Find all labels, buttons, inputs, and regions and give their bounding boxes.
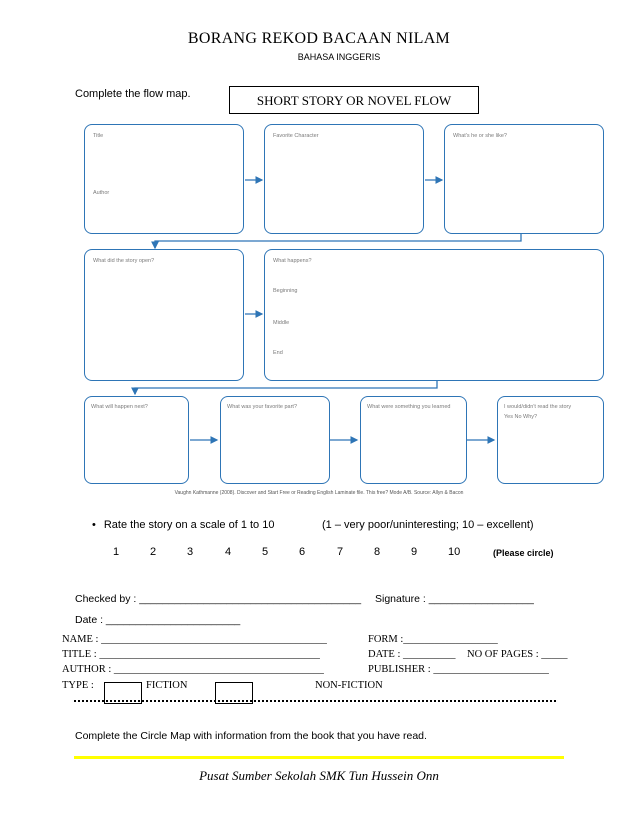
- flow-box-label: What was your favorite part?: [227, 404, 298, 410]
- flow-box-story-opening[interactable]: [84, 249, 244, 381]
- rating-number-1[interactable]: 1: [113, 546, 120, 558]
- rating-number-6[interactable]: 6: [299, 546, 306, 558]
- flow-box-favorite-part[interactable]: [220, 396, 330, 484]
- flow-box-label: What were something you learned: [367, 404, 451, 410]
- form-field[interactable]: FORM :__________________: [368, 634, 498, 645]
- flow-box-learned[interactable]: [360, 396, 467, 484]
- flow-box-label: What will happen next?: [91, 404, 148, 410]
- date-field[interactable]: DATE : __________: [368, 649, 456, 660]
- flow-box-why: Yes No Why?: [504, 414, 538, 420]
- check-date-field[interactable]: Date : _______________________: [75, 614, 241, 626]
- flow-map-instruction: Complete the flow map.: [75, 88, 191, 100]
- highlight-divider: [74, 756, 564, 759]
- flow-box-what-next[interactable]: [84, 396, 189, 484]
- checked-by-field[interactable]: Checked by : ______________________________________: [75, 593, 362, 605]
- rating-number-9[interactable]: 9: [411, 546, 418, 558]
- flow-box-label: Favorite Character: [273, 133, 319, 139]
- title-field[interactable]: TITLE : __________________________________________: [62, 649, 320, 660]
- rating-number-3[interactable]: 3: [187, 546, 194, 558]
- flow-box-label: What's he or she like?: [453, 133, 507, 139]
- flow-box-sublabel: Author: [93, 190, 110, 196]
- rating-number-4[interactable]: 4: [225, 546, 232, 558]
- bullet-icon: •: [92, 519, 96, 531]
- page-footer: Pusat Sumber Sekolah SMK Tun Hussein Onn: [199, 768, 439, 783]
- flow-box-title-author[interactable]: [84, 124, 244, 234]
- arrow-3: [155, 233, 521, 248]
- flow-map-heading: SHORT STORY OR NOVEL FLOW: [229, 86, 479, 114]
- page-subtitle: BAHASA INGGERIS: [297, 52, 381, 62]
- page-title: BORANG REKOD BACAAN NILAM: [187, 30, 451, 47]
- flow-box-middle: Middle: [273, 320, 290, 326]
- flow-box-what-happens[interactable]: [264, 249, 604, 381]
- flow-box-label: Title: [93, 133, 104, 139]
- rating-number-5[interactable]: 5: [262, 546, 269, 558]
- flow-box-end: End: [273, 350, 283, 356]
- signature-field[interactable]: Signature : __________________: [375, 593, 534, 605]
- author-field[interactable]: AUTHOR : ________________________________________: [62, 664, 324, 675]
- non-fiction-label: NON-FICTION: [315, 680, 383, 691]
- flow-box-label: What happens?: [273, 258, 312, 264]
- flow-box-beginning: Beginning: [273, 288, 298, 294]
- flow-box-favorite-character[interactable]: [264, 124, 424, 234]
- rating-number-10[interactable]: 10: [448, 546, 461, 558]
- rating-number-2[interactable]: 2: [150, 546, 157, 558]
- rating-scale-description: (1 – very poor/uninteresting; 10 – excellent): [322, 519, 534, 531]
- rating-instruction: [92, 519, 274, 531]
- rating-number-7[interactable]: 7: [337, 546, 344, 558]
- name-field[interactable]: NAME : ___________________________________________: [62, 634, 327, 645]
- publisher-field[interactable]: PUBLISHER : ______________________: [368, 664, 549, 675]
- dotted-divider: [74, 700, 556, 702]
- type-label: TYPE :: [62, 680, 94, 691]
- flow-box-label: I would/didn't read the story: [504, 404, 572, 410]
- circle-map-instruction: Complete the Circle Map with information from the book that you have read.: [75, 730, 427, 742]
- pages-field[interactable]: NO OF PAGES : _____: [467, 649, 568, 660]
- rating-instruction-text: Rate the story on a scale of 1 to 10: [103, 519, 275, 531]
- fiction-label: FICTION: [146, 680, 188, 691]
- flow-map-caption: Vaughn Kathmanne (2008). Discover and Start Free or Reading English Laminate file. This free? Mode A/B. Source: Allyn & Bacon: [174, 490, 464, 496]
- flow-box-character-traits[interactable]: [444, 124, 604, 234]
- rating-note: (Please circle): [493, 548, 554, 558]
- arrow-5: [135, 380, 437, 394]
- flow-box-label: What did the story open?: [93, 258, 155, 264]
- flow-box-recommend[interactable]: [497, 396, 604, 484]
- rating-number-8[interactable]: 8: [374, 546, 381, 558]
